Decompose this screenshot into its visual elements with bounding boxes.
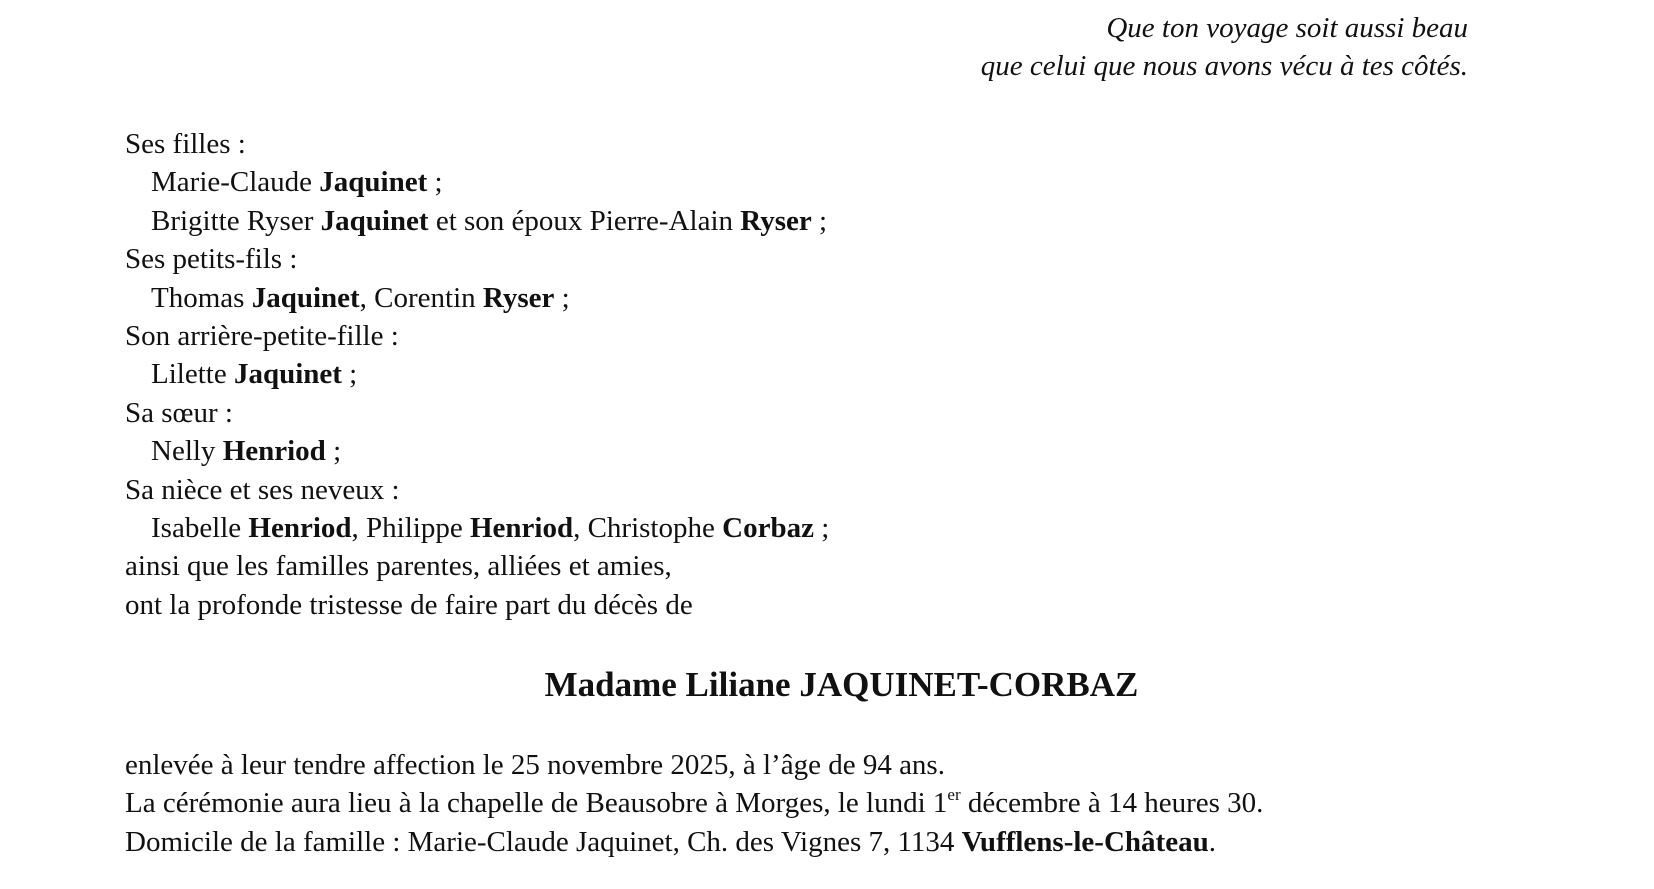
given-name: Brigitte Ryser — [151, 204, 321, 237]
ceremony-line — [125, 784, 1263, 822]
surname: Jaquinet — [319, 166, 428, 199]
grandsons-entry — [125, 279, 829, 317]
great-granddaughter-entry — [125, 355, 829, 393]
domicile-line — [125, 823, 1263, 861]
punctuation: ; — [341, 358, 358, 391]
surname: Jaquinet — [233, 358, 342, 391]
ceremony-text: La cérémonie aura lieu à la chapelle de Beausobre à Morges, le lundi 1 — [125, 787, 948, 820]
given-name: Lilette — [151, 358, 234, 391]
punctuation: ; — [325, 435, 342, 468]
punctuation: . — [1208, 825, 1216, 858]
punctuation: ; — [554, 281, 570, 314]
great-granddaughter-heading: Son arrière-petite-fille : — [125, 320, 399, 353]
sister-entry — [125, 432, 829, 470]
surname: Jaquinet — [320, 204, 429, 237]
surname: Ryser — [740, 204, 812, 237]
daughter-entry — [125, 163, 829, 201]
surname: Henriod — [222, 435, 326, 468]
connector-text: , Philippe — [351, 512, 470, 545]
punctuation: ; — [813, 512, 830, 545]
ceremony-time: décembre à 14 heures 30. — [960, 787, 1264, 820]
niece-nephews-heading: Sa nièce et ses neveux : — [125, 473, 400, 506]
punctuation: ; — [427, 166, 443, 199]
surname: Jaquinet — [251, 281, 360, 314]
deceased-name: Madame Liliane JAQUINET-CORBAZ — [544, 665, 1139, 704]
connector-text: et son époux Pierre-Alain — [428, 204, 741, 237]
surname: Henriod — [469, 512, 574, 545]
domicile-address: Domicile de la famille : Marie-Claude Jaquinet, Ch. des Vignes 7, 1134 — [125, 825, 962, 858]
epigraph-line-2: que celui que nous avons vécu à tes côtés. — [980, 50, 1468, 82]
niece-nephews-entry — [125, 509, 829, 547]
daughters-heading: Ses filles : — [125, 128, 246, 160]
sister-heading: Sa sœur : — [125, 396, 233, 429]
given-name: Nelly — [151, 435, 223, 468]
epigraph — [981, 9, 1468, 85]
ordinal-suffix: er — [947, 785, 961, 805]
given-name: Marie-Claude — [151, 166, 320, 199]
closing-line-1: ainsi que les familles parentes, alliées et amies, — [125, 550, 672, 583]
surname: Corbaz — [722, 512, 814, 545]
surname: Ryser — [482, 281, 555, 314]
domicile-place: Vufflens-le-Château — [961, 825, 1209, 858]
connector-text: , Corentin — [359, 281, 483, 314]
given-name: Thomas — [151, 281, 252, 314]
family-list — [125, 125, 829, 624]
daughter-entry — [125, 202, 829, 240]
grandsons-heading: Ses petits-fils : — [125, 243, 298, 276]
given-name: Isabelle — [151, 512, 249, 545]
death-date-line: enlevée à leur tendre affection le 25 novembre 2025, à l’âge de 94 ans. — [125, 749, 945, 781]
surname: Henriod — [248, 512, 352, 545]
punctuation: ; — [811, 204, 828, 237]
epigraph-line-1: Que ton voyage soit aussi beau — [1106, 12, 1468, 44]
details-block — [125, 746, 1263, 861]
connector-text: , Christophe — [573, 512, 723, 545]
closing-line-2: ont la profonde tristesse de faire part du décès de — [125, 588, 693, 621]
